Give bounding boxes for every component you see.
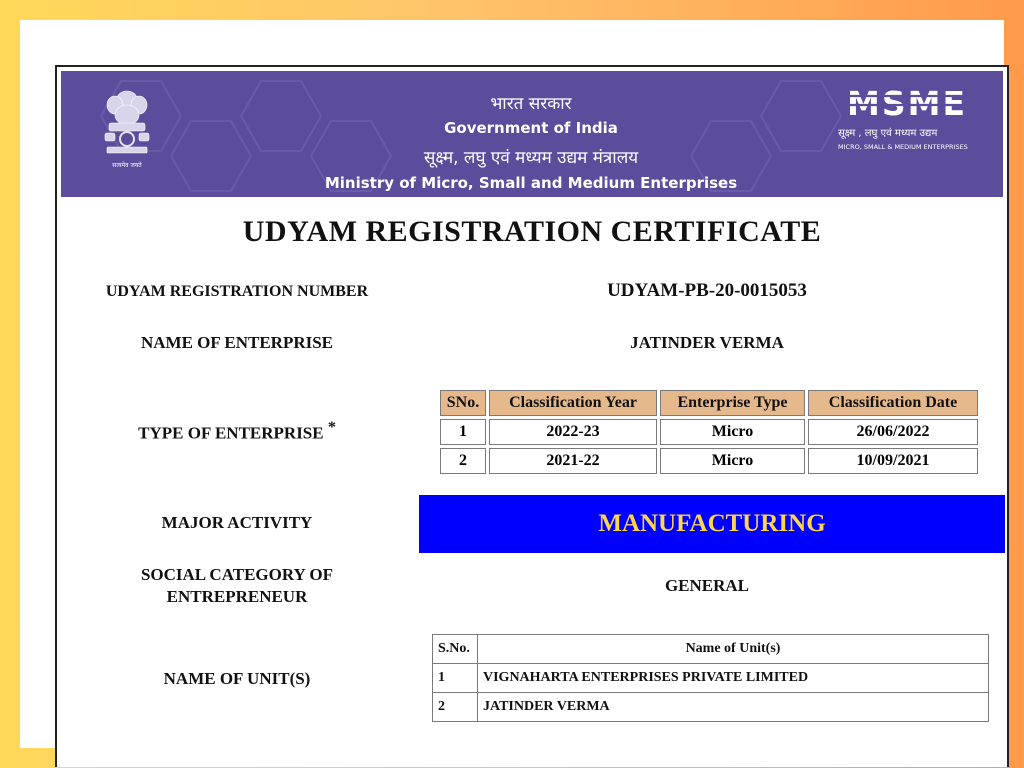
government-of-india-title: Government of India — [444, 119, 618, 137]
column-header-sno: SNo. — [440, 390, 486, 416]
national-emblem-icon — [97, 85, 157, 175]
msme-hindi-text: सूक्ष्म , लघु एवं मध्यम उद्यम — [838, 128, 938, 139]
units-table — [432, 634, 989, 722]
units-label: NAME OF UNIT(S) — [163, 669, 311, 688]
registration-number: UDYAM-PB-20-0015053 — [607, 280, 807, 301]
column-header-unit-name: Name of Unit(s) — [478, 635, 989, 664]
table-cell: 2 — [440, 448, 486, 474]
classification-table — [437, 387, 981, 477]
table-cell: Micro — [660, 419, 805, 445]
table-cell: Micro — [660, 448, 805, 474]
type-of-enterprise-label — [77, 419, 397, 444]
svg-text:MSME: MSME — [847, 85, 967, 119]
table-cell: 10/09/2021 — [808, 448, 978, 474]
classification-header-row — [440, 390, 978, 416]
table-cell: 2021-22 — [489, 448, 657, 474]
hindi-ministry-title: सूक्ष्म, लघु एवं मध्यम उद्यम मंत्रालय — [423, 148, 639, 168]
asterisk-marker: * — [327, 419, 336, 436]
column-header-classification-year: Classification Year — [489, 390, 657, 416]
msme-logo-mark-icon — [836, 85, 978, 119]
certificate-card — [20, 20, 1004, 748]
certificate-title: UDYAM REGISTRATION CERTIFICATE — [242, 215, 822, 248]
ministry-title: Ministry of Micro, Small and Medium Enterprises — [324, 174, 738, 192]
table-cell: 26/06/2022 — [808, 419, 978, 445]
certificate-header — [61, 71, 1003, 197]
column-header-enterprise-type: Enterprise Type — [660, 390, 805, 416]
table-cell: 1 — [440, 419, 486, 445]
emblem-motto: सत्यमेव जयते — [112, 162, 142, 169]
table-cell: 2 — [433, 693, 478, 722]
registration-number-label: UDYAM REGISTRATION NUMBER — [105, 283, 369, 300]
certificate-document — [55, 65, 1009, 767]
table-cell: 2022-23 — [489, 419, 657, 445]
enterprise-name: JATINDER VERMA — [630, 333, 784, 352]
column-header-classification-date: Classification Date — [808, 390, 978, 416]
units-header-row — [433, 635, 989, 664]
table-cell: JATINDER VERMA — [478, 693, 989, 722]
major-activity-label: MAJOR ACTIVITY — [161, 513, 313, 532]
table-row — [440, 419, 978, 445]
msme-english-text: MICRO, SMALL & MEDIUM ENTERPRISES — [838, 143, 968, 151]
social-category-label-line1: SOCIAL CATEGORY OF — [140, 565, 334, 584]
table-row — [433, 664, 989, 693]
table-cell: 1 — [433, 664, 478, 693]
column-header-sno: S.No. — [433, 635, 478, 664]
major-activity-value: MANUFACTURING — [419, 495, 1005, 553]
table-row — [440, 448, 978, 474]
table-cell: VIGNAHARTA ENTERPRISES PRIVATE LIMITED — [478, 664, 989, 693]
table-row — [433, 693, 989, 722]
msme-logo — [836, 85, 986, 165]
hindi-government-title: भारत सरकार — [490, 94, 572, 114]
enterprise-name-label: NAME OF ENTERPRISE — [140, 333, 334, 352]
type-of-enterprise-text: TYPE OF ENTERPRISE — [138, 423, 324, 443]
social-category-value: GENERAL — [664, 576, 750, 595]
social-category-label-line2: ENTREPRENEUR — [166, 587, 308, 606]
social-category-label — [77, 564, 397, 608]
